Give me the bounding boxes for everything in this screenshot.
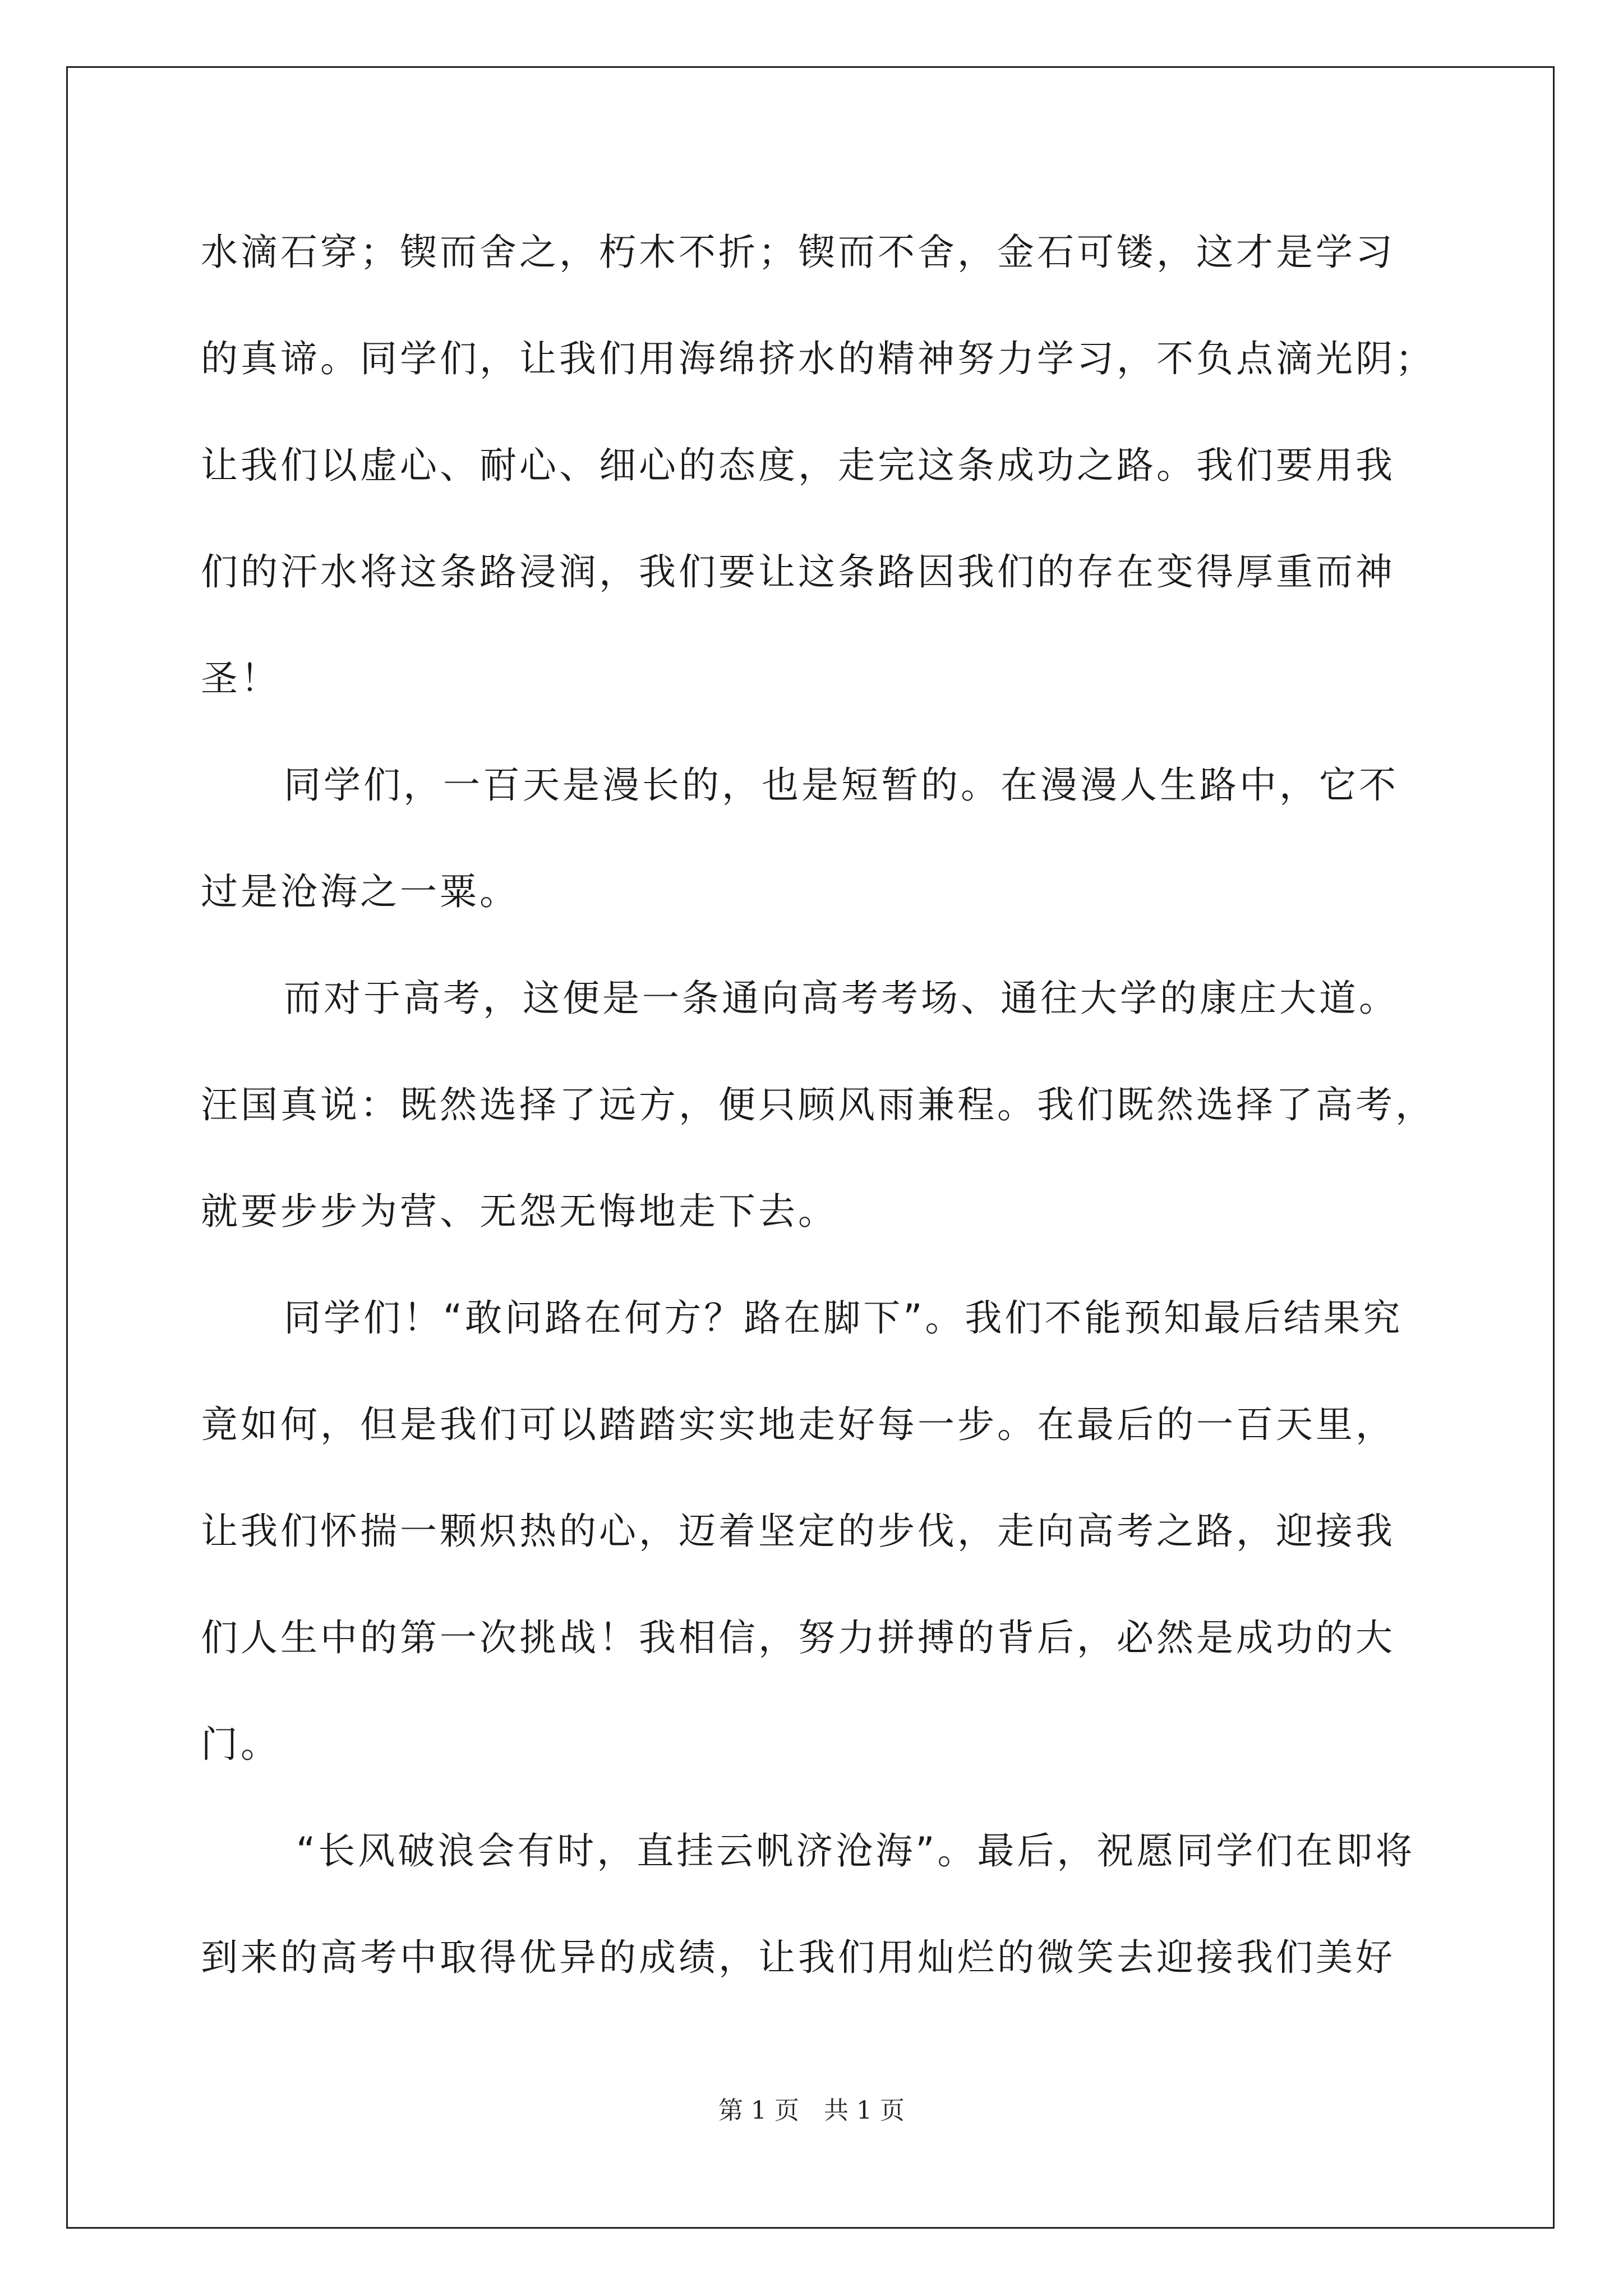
text-line: 让我们怀揣一颗炽热的心，迈着坚定的步伐，走向高考之路，迎接我 <box>201 1510 1395 1553</box>
text-line: 同学们！“敢问路在何方？路在脚下”。我们不能预知最后结果究 <box>284 1296 1403 1340</box>
text-line: 同学们，一百天是漫长的，也是短暂的。在漫漫人生路中，它不 <box>284 763 1399 807</box>
text-line: 水滴石穿；锲而舍之，朽木不折；锲而不舍，金石可镂，这才是学习 <box>201 231 1395 274</box>
text-line: 到来的高考中取得优异的成绩，让我们用灿烂的微笑去迎接我们美好 <box>201 1936 1395 1979</box>
text-line: 竟如何，但是我们可以踏踏实实地走好每一步。在最后的一百天里， <box>201 1403 1395 1446</box>
text-line: 而对于高考，这便是一条通向高考考场、通往大学的康庄大道。 <box>284 977 1399 1020</box>
text-line: 们的汗水将这条路浸润，我们要让这条路因我们的存在变得厚重而神 <box>201 550 1395 593</box>
text-line: 门。 <box>201 1723 280 1766</box>
text-line: 圣！ <box>201 657 280 700</box>
page-border <box>66 66 1555 2229</box>
text-line: 过是沧海之一粟。 <box>201 870 519 913</box>
text-line: 们人生中的第一次挑战！我相信，努力拼搏的背后，必然是成功的大 <box>201 1616 1395 1659</box>
text-line: 就要步步为营、无怨无悔地走下去。 <box>201 1190 838 1233</box>
text-line: 的真谛。同学们，让我们用海绵挤水的精神努力学习，不负点滴光阴； <box>201 337 1435 380</box>
text-line: 汪国真说：既然选择了远方，便只顾风雨兼程。我们既然选择了高考， <box>201 1083 1435 1126</box>
text-line: “长风破浪会有时，直挂云帆济沧海”。最后，祝愿同学们在即将 <box>296 1829 1415 1872</box>
page-number-footer: 第 1 页 共 1 页 <box>718 2096 905 2125</box>
text-line: 让我们以虚心、耐心、细心的态度，走完这条成功之路。我们要用我 <box>201 444 1395 487</box>
